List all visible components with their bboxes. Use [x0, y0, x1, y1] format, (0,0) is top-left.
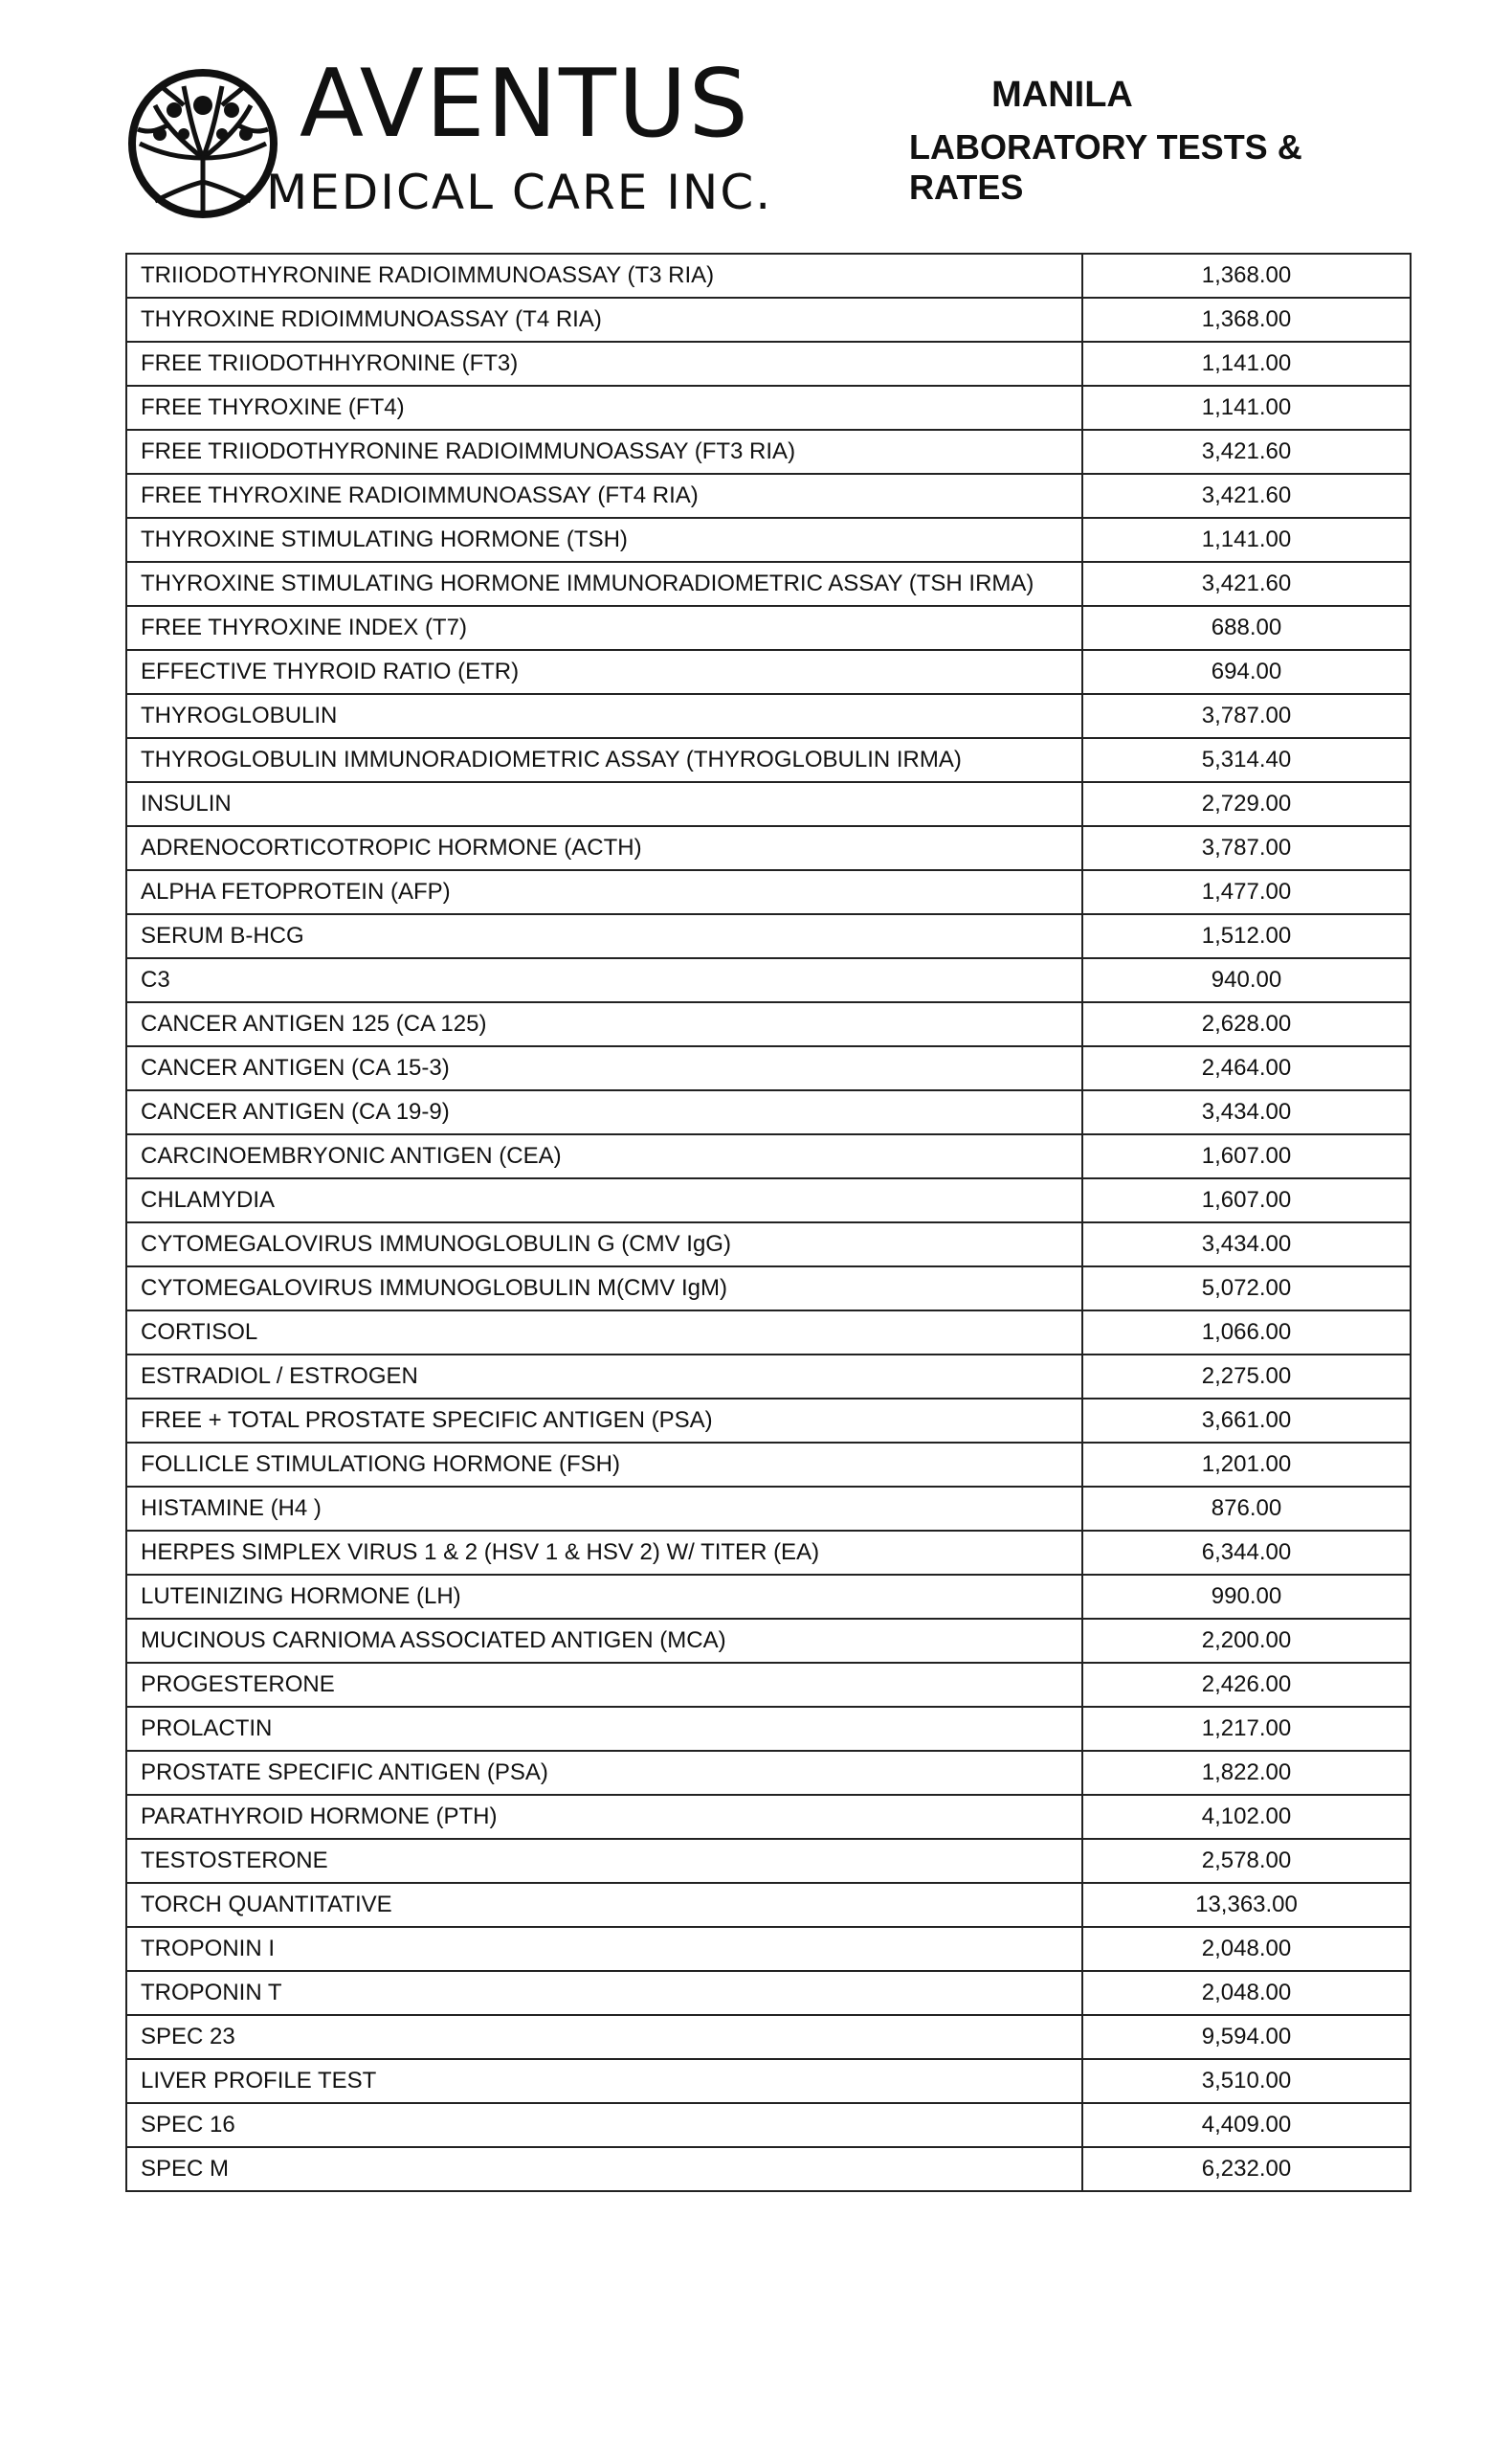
test-name-cell: CYTOMEGALOVIRUS IMMUNOGLOBULIN M(CMV IgM) [126, 1266, 1082, 1310]
test-name-cell: CORTISOL [126, 1310, 1082, 1355]
test-name-cell: SERUM B-HCG [126, 914, 1082, 958]
test-name-cell: TROPONIN T [126, 1971, 1082, 2015]
test-name-cell: THYROGLOBULIN [126, 694, 1082, 738]
price-cell: 6,344.00 [1082, 1531, 1411, 1575]
price-cell: 6,232.00 [1082, 2147, 1411, 2191]
test-name-cell: THYROXINE STIMULATING HORMONE (TSH) [126, 518, 1082, 562]
table-row [126, 342, 1411, 386]
price-cell: 3,421.60 [1082, 562, 1411, 606]
price-cell: 1,368.00 [1082, 298, 1411, 342]
table-row [126, 870, 1411, 914]
table-row [126, 2147, 1411, 2191]
price-cell: 2,628.00 [1082, 1002, 1411, 1046]
price-cell: 1,066.00 [1082, 1310, 1411, 1355]
price-cell: 940.00 [1082, 958, 1411, 1002]
table-row [126, 1090, 1411, 1134]
price-cell: 1,607.00 [1082, 1134, 1411, 1178]
table-row [126, 1355, 1411, 1399]
table-row [126, 298, 1411, 342]
table-row [126, 1399, 1411, 1443]
test-name-cell: FOLLICLE STIMULATIONG HORMONE (FSH) [126, 1443, 1082, 1487]
price-cell: 876.00 [1082, 1487, 1411, 1531]
price-cell: 1,607.00 [1082, 1178, 1411, 1222]
table-row [126, 1575, 1411, 1619]
test-name-cell: PARATHYROID HORMONE (PTH) [126, 1795, 1082, 1839]
price-cell: 1,217.00 [1082, 1707, 1411, 1751]
table-row [126, 1707, 1411, 1751]
table-row [126, 694, 1411, 738]
table-row [126, 1619, 1411, 1663]
test-name-cell: LUTEINIZING HORMONE (LH) [126, 1575, 1082, 1619]
price-cell: 3,787.00 [1082, 694, 1411, 738]
test-name-cell: CYTOMEGALOVIRUS IMMUNOGLOBULIN G (CMV IgG) [126, 1222, 1082, 1266]
test-name-cell: THYROXINE STIMULATING HORMONE IMMUNORADIOMETRIC ASSAY (TSH IRMA) [126, 562, 1082, 606]
table-row [126, 606, 1411, 650]
price-cell: 1,512.00 [1082, 914, 1411, 958]
price-cell: 1,368.00 [1082, 254, 1411, 298]
test-name-cell: LIVER PROFILE TEST [126, 2059, 1082, 2103]
price-cell: 9,594.00 [1082, 2015, 1411, 2059]
test-name-cell: TESTOSTERONE [126, 1839, 1082, 1883]
price-cell: 2,275.00 [1082, 1355, 1411, 1399]
table-row [126, 1443, 1411, 1487]
test-name-cell: FREE THYROXINE (FT4) [126, 386, 1082, 430]
test-name-cell: THYROGLOBULIN IMMUNORADIOMETRIC ASSAY (THYROGLOBULIN IRMA) [126, 738, 1082, 782]
table-row [126, 650, 1411, 694]
test-name-cell: CARCINOEMBRYONIC ANTIGEN (CEA) [126, 1134, 1082, 1178]
test-name-cell: PROLACTIN [126, 1707, 1082, 1751]
table-row [126, 1178, 1411, 1222]
price-cell: 5,314.40 [1082, 738, 1411, 782]
test-name-cell: HERPES SIMPLEX VIRUS 1 & 2 (HSV 1 & HSV 2) W/ TITER (EA) [126, 1531, 1082, 1575]
table-row [126, 1927, 1411, 1971]
test-name-cell: CHLAMYDIA [126, 1178, 1082, 1222]
price-cell: 1,141.00 [1082, 518, 1411, 562]
table-row [126, 1046, 1411, 1090]
table-row [126, 2103, 1411, 2147]
test-name-cell: TRIIODOTHYRONINE RADIOIMMUNOASSAY (T3 RIA) [126, 254, 1082, 298]
test-name-cell: FREE + TOTAL PROSTATE SPECIFIC ANTIGEN (PSA) [126, 1399, 1082, 1443]
price-cell: 1,141.00 [1082, 342, 1411, 386]
price-cell: 2,578.00 [1082, 1839, 1411, 1883]
price-cell: 3,787.00 [1082, 826, 1411, 870]
table-row [126, 1531, 1411, 1575]
tree-of-life-icon [122, 67, 283, 220]
table-row [126, 958, 1411, 1002]
table-row [126, 474, 1411, 518]
table-row [126, 2059, 1411, 2103]
test-name-cell: ALPHA FETOPROTEIN (AFP) [126, 870, 1082, 914]
table-row [126, 2015, 1411, 2059]
location-title: MANILA [991, 75, 1133, 115]
table-row [126, 1883, 1411, 1927]
price-cell: 4,102.00 [1082, 1795, 1411, 1839]
table-row [126, 1663, 1411, 1707]
test-name-cell: FREE THYROXINE INDEX (T7) [126, 606, 1082, 650]
table-row [126, 518, 1411, 562]
test-name-cell: EFFECTIVE THYROID RATIO (ETR) [126, 650, 1082, 694]
test-name-cell: ESTRADIOL / ESTROGEN [126, 1355, 1082, 1399]
price-cell: 4,409.00 [1082, 2103, 1411, 2147]
company-logo [122, 50, 773, 226]
price-cell: 2,464.00 [1082, 1046, 1411, 1090]
price-cell: 688.00 [1082, 606, 1411, 650]
table-row [126, 386, 1411, 430]
table-row [126, 1795, 1411, 1839]
table-row [126, 826, 1411, 870]
test-name-cell: CANCER ANTIGEN (CA 15-3) [126, 1046, 1082, 1090]
price-cell: 990.00 [1082, 1575, 1411, 1619]
price-cell: 3,661.00 [1082, 1399, 1411, 1443]
test-name-cell: CANCER ANTIGEN 125 (CA 125) [126, 1002, 1082, 1046]
test-name-cell: CANCER ANTIGEN (CA 19-9) [126, 1090, 1082, 1134]
table-row [126, 1134, 1411, 1178]
test-name-cell: FREE TRIIODOTHHYRONINE (FT3) [126, 342, 1082, 386]
price-cell: 1,141.00 [1082, 386, 1411, 430]
table-row [126, 1971, 1411, 2015]
table-row [126, 1002, 1411, 1046]
table-row [126, 430, 1411, 474]
table-row [126, 562, 1411, 606]
table-row [126, 1751, 1411, 1795]
table-row [126, 1266, 1411, 1310]
table-row [126, 914, 1411, 958]
price-cell: 1,201.00 [1082, 1443, 1411, 1487]
table-row [126, 1222, 1411, 1266]
test-name-cell: PROGESTERONE [126, 1663, 1082, 1707]
brand-subtitle: MEDICAL CARE INC. [266, 165, 773, 220]
test-name-cell: TORCH QUANTITATIVE [126, 1883, 1082, 1927]
price-cell: 3,421.60 [1082, 430, 1411, 474]
price-cell: 3,421.60 [1082, 474, 1411, 518]
price-cell: 2,729.00 [1082, 782, 1411, 826]
test-name-cell: HISTAMINE (H4 ) [126, 1487, 1082, 1531]
test-name-cell: THYROXINE RDIOIMMUNOASSAY (T4 RIA) [126, 298, 1082, 342]
table-row [126, 1839, 1411, 1883]
table-row [126, 782, 1411, 826]
test-name-cell: TROPONIN I [126, 1927, 1082, 1971]
price-cell: 694.00 [1082, 650, 1411, 694]
price-cell: 3,510.00 [1082, 2059, 1411, 2103]
test-name-cell: SPEC 23 [126, 2015, 1082, 2059]
table-row [126, 738, 1411, 782]
price-cell: 2,200.00 [1082, 1619, 1411, 1663]
price-cell: 2,048.00 [1082, 1971, 1411, 2015]
price-cell: 3,434.00 [1082, 1222, 1411, 1266]
table-row [126, 1310, 1411, 1355]
price-cell: 2,426.00 [1082, 1663, 1411, 1707]
price-cell: 13,363.00 [1082, 1883, 1411, 1927]
brand-name: AVENTUS [300, 50, 750, 159]
rates-table-body [126, 254, 1411, 2191]
test-name-cell: ADRENOCORTICOTROPIC HORMONE (ACTH) [126, 826, 1082, 870]
rates-table [125, 253, 1412, 2192]
table-row [126, 1487, 1411, 1531]
page-title: LABORATORY TESTS & RATES [909, 127, 1302, 207]
table-row [126, 254, 1411, 298]
test-name-cell: FREE THYROXINE RADIOIMMUNOASSAY (FT4 RIA) [126, 474, 1082, 518]
test-name-cell: C3 [126, 958, 1082, 1002]
price-cell: 1,477.00 [1082, 870, 1411, 914]
test-name-cell: PROSTATE SPECIFIC ANTIGEN (PSA) [126, 1751, 1082, 1795]
price-cell: 5,072.00 [1082, 1266, 1411, 1310]
test-name-cell: SPEC 16 [126, 2103, 1082, 2147]
test-name-cell: INSULIN [126, 782, 1082, 826]
test-name-cell: SPEC M [126, 2147, 1082, 2191]
price-cell: 1,822.00 [1082, 1751, 1411, 1795]
test-name-cell: MUCINOUS CARNIOMA ASSOCIATED ANTIGEN (MCA) [126, 1619, 1082, 1663]
test-name-cell: FREE TRIIODOTHYRONINE RADIOIMMUNOASSAY (FT3 RIA) [126, 430, 1082, 474]
price-cell: 2,048.00 [1082, 1927, 1411, 1971]
price-cell: 3,434.00 [1082, 1090, 1411, 1134]
